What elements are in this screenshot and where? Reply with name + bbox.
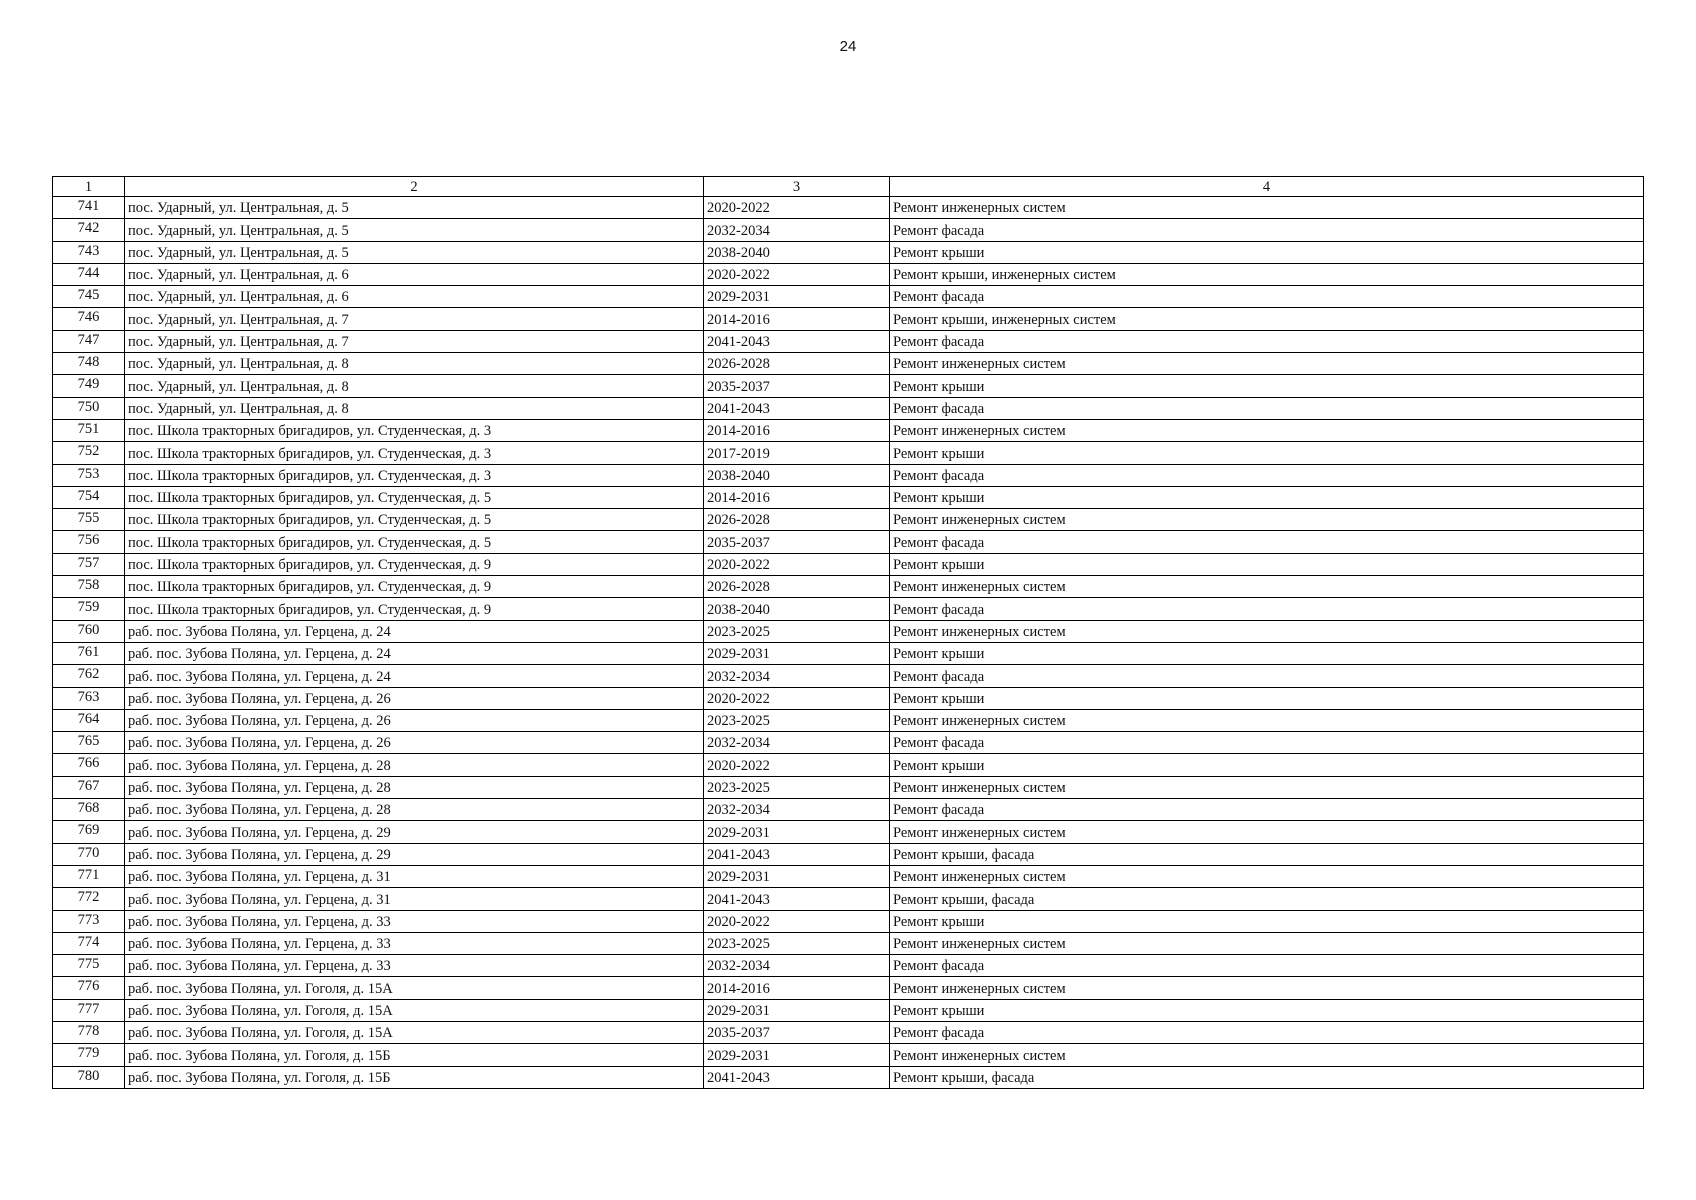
period-cell: 2020-2022 bbox=[704, 197, 890, 219]
column-header-2: 2 bbox=[125, 177, 704, 197]
row-number-cell: 750 bbox=[53, 397, 125, 419]
column-header-4: 4 bbox=[890, 177, 1644, 197]
row-number-cell: 772 bbox=[53, 888, 125, 910]
period-cell: 2023-2025 bbox=[704, 932, 890, 954]
address-cell: пос. Ударный, ул. Центральная, д. 7 bbox=[125, 308, 704, 330]
row-number-cell: 768 bbox=[53, 799, 125, 821]
table-row bbox=[53, 709, 1644, 731]
address-cell: раб. пос. Зубова Поляна, ул. Герцена, д. 26 bbox=[125, 687, 704, 709]
row-number-cell: 778 bbox=[53, 1021, 125, 1043]
table-row bbox=[53, 1021, 1644, 1043]
row-number-cell: 744 bbox=[53, 263, 125, 285]
address-cell: пос. Ударный, ул. Центральная, д. 8 bbox=[125, 353, 704, 375]
period-cell: 2038-2040 bbox=[704, 464, 890, 486]
address-cell: раб. пос. Зубова Поляна, ул. Герцена, д. 28 bbox=[125, 799, 704, 821]
address-cell: пос. Ударный, ул. Центральная, д. 6 bbox=[125, 263, 704, 285]
work-type-cell: Ремонт крыши bbox=[890, 375, 1644, 397]
address-cell: пос. Школа тракторных бригадиров, ул. Студенческая, д. 9 bbox=[125, 576, 704, 598]
table-row bbox=[53, 531, 1644, 553]
table-row bbox=[53, 442, 1644, 464]
period-cell: 2029-2031 bbox=[704, 821, 890, 843]
work-type-cell: Ремонт фасада bbox=[890, 531, 1644, 553]
row-number-cell: 762 bbox=[53, 665, 125, 687]
address-cell: пос. Ударный, ул. Центральная, д. 7 bbox=[125, 330, 704, 352]
address-cell: раб. пос. Зубова Поляна, ул. Герцена, д. 28 bbox=[125, 754, 704, 776]
work-type-cell: Ремонт крыши bbox=[890, 999, 1644, 1021]
address-cell: раб. пос. Зубова Поляна, ул. Герцена, д. 28 bbox=[125, 776, 704, 798]
page-number: 24 bbox=[839, 38, 857, 55]
period-cell: 2035-2037 bbox=[704, 531, 890, 553]
table-row bbox=[53, 219, 1644, 241]
address-cell: пос. Ударный, ул. Центральная, д. 8 bbox=[125, 397, 704, 419]
period-cell: 2014-2016 bbox=[704, 486, 890, 508]
work-type-cell: Ремонт инженерных систем bbox=[890, 977, 1644, 999]
row-number-cell: 760 bbox=[53, 620, 125, 642]
table-row bbox=[53, 843, 1644, 865]
work-type-cell: Ремонт фасада bbox=[890, 1021, 1644, 1043]
row-number-cell: 752 bbox=[53, 442, 125, 464]
address-cell: пос. Школа тракторных бригадиров, ул. Студенческая, д. 5 bbox=[125, 509, 704, 531]
table-row bbox=[53, 241, 1644, 263]
address-cell: пос. Школа тракторных бригадиров, ул. Студенческая, д. 9 bbox=[125, 553, 704, 575]
period-cell: 2032-2034 bbox=[704, 799, 890, 821]
row-number-cell: 777 bbox=[53, 999, 125, 1021]
work-type-cell: Ремонт фасада bbox=[890, 955, 1644, 977]
row-number-cell: 756 bbox=[53, 531, 125, 553]
work-type-cell: Ремонт крыши bbox=[890, 486, 1644, 508]
work-type-cell: Ремонт крыши bbox=[890, 910, 1644, 932]
period-cell: 2032-2034 bbox=[704, 955, 890, 977]
period-cell: 2032-2034 bbox=[704, 219, 890, 241]
address-cell: пос. Ударный, ул. Центральная, д. 5 bbox=[125, 197, 704, 219]
address-cell: раб. пос. Зубова Поляна, ул. Герцена, д. 24 bbox=[125, 642, 704, 664]
row-number-cell: 741 bbox=[53, 197, 125, 219]
address-cell: раб. пос. Зубова Поляна, ул. Герцена, д. 31 bbox=[125, 865, 704, 887]
address-cell: раб. пос. Зубова Поляна, ул. Герцена, д. 24 bbox=[125, 665, 704, 687]
address-cell: пос. Школа тракторных бригадиров, ул. Студенческая, д. 3 bbox=[125, 419, 704, 441]
period-cell: 2014-2016 bbox=[704, 977, 890, 999]
period-cell: 2038-2040 bbox=[704, 598, 890, 620]
address-cell: пос. Ударный, ул. Центральная, д. 8 bbox=[125, 375, 704, 397]
row-number-cell: 764 bbox=[53, 709, 125, 731]
address-cell: раб. пос. Зубова Поляна, ул. Герцена, д. 24 bbox=[125, 620, 704, 642]
row-number-cell: 775 bbox=[53, 955, 125, 977]
row-number-cell: 773 bbox=[53, 910, 125, 932]
period-cell: 2041-2043 bbox=[704, 843, 890, 865]
work-type-cell: Ремонт фасада bbox=[890, 665, 1644, 687]
period-cell: 2041-2043 bbox=[704, 888, 890, 910]
table-row bbox=[53, 308, 1644, 330]
table-row bbox=[53, 1066, 1644, 1088]
work-type-cell: Ремонт инженерных систем bbox=[890, 776, 1644, 798]
address-cell: раб. пос. Зубова Поляна, ул. Гоголя, д. 15А bbox=[125, 977, 704, 999]
address-cell: пос. Ударный, ул. Центральная, д. 5 bbox=[125, 219, 704, 241]
period-cell: 2041-2043 bbox=[704, 1066, 890, 1088]
table-row bbox=[53, 687, 1644, 709]
period-cell: 2035-2037 bbox=[704, 1021, 890, 1043]
period-cell: 2041-2043 bbox=[704, 397, 890, 419]
table-row bbox=[53, 486, 1644, 508]
address-cell: раб. пос. Зубова Поляна, ул. Герцена, д. 33 bbox=[125, 910, 704, 932]
work-type-cell: Ремонт крыши, инженерных систем bbox=[890, 308, 1644, 330]
address-cell: раб. пос. Зубова Поляна, ул. Герцена, д. 29 bbox=[125, 821, 704, 843]
table-row bbox=[53, 888, 1644, 910]
row-number-cell: 771 bbox=[53, 865, 125, 887]
address-cell: пос. Школа тракторных бригадиров, ул. Студенческая, д. 3 bbox=[125, 442, 704, 464]
period-cell: 2032-2034 bbox=[704, 665, 890, 687]
work-type-cell: Ремонт крыши bbox=[890, 754, 1644, 776]
table-row bbox=[53, 932, 1644, 954]
work-type-cell: Ремонт крыши bbox=[890, 553, 1644, 575]
work-type-cell: Ремонт крыши, фасада bbox=[890, 888, 1644, 910]
work-type-cell: Ремонт инженерных систем bbox=[890, 865, 1644, 887]
work-type-cell: Ремонт фасада bbox=[890, 464, 1644, 486]
column-header-1: 1 bbox=[53, 177, 125, 197]
address-cell: раб. пос. Зубова Поляна, ул. Герцена, д. 26 bbox=[125, 732, 704, 754]
column-header-3: 3 bbox=[704, 177, 890, 197]
address-cell: раб. пос. Зубова Поляна, ул. Гоголя, д. 15Б bbox=[125, 1066, 704, 1088]
repair-schedule-table bbox=[52, 176, 1644, 1089]
period-cell: 2032-2034 bbox=[704, 732, 890, 754]
row-number-cell: 743 bbox=[53, 241, 125, 263]
period-cell: 2041-2043 bbox=[704, 330, 890, 352]
address-cell: пос. Ударный, ул. Центральная, д. 6 bbox=[125, 286, 704, 308]
row-number-cell: 769 bbox=[53, 821, 125, 843]
address-cell: раб. пос. Зубова Поляна, ул. Герцена, д. 31 bbox=[125, 888, 704, 910]
work-type-cell: Ремонт фасада bbox=[890, 732, 1644, 754]
address-cell: пос. Школа тракторных бригадиров, ул. Студенческая, д. 5 bbox=[125, 531, 704, 553]
table-row bbox=[53, 598, 1644, 620]
table-row bbox=[53, 397, 1644, 419]
table-row bbox=[53, 910, 1644, 932]
address-cell: пос. Ударный, ул. Центральная, д. 5 bbox=[125, 241, 704, 263]
work-type-cell: Ремонт крыши, инженерных систем bbox=[890, 263, 1644, 285]
row-number-cell: 754 bbox=[53, 486, 125, 508]
row-number-cell: 759 bbox=[53, 598, 125, 620]
table-row bbox=[53, 620, 1644, 642]
period-cell: 2029-2031 bbox=[704, 642, 890, 664]
work-type-cell: Ремонт крыши bbox=[890, 442, 1644, 464]
period-cell: 2020-2022 bbox=[704, 263, 890, 285]
work-type-cell: Ремонт крыши bbox=[890, 241, 1644, 263]
table-row bbox=[53, 263, 1644, 285]
address-cell: пос. Школа тракторных бригадиров, ул. Студенческая, д. 5 bbox=[125, 486, 704, 508]
table-row bbox=[53, 197, 1644, 219]
row-number-cell: 748 bbox=[53, 353, 125, 375]
period-cell: 2038-2040 bbox=[704, 241, 890, 263]
row-number-cell: 742 bbox=[53, 219, 125, 241]
row-number-cell: 745 bbox=[53, 286, 125, 308]
table-row bbox=[53, 799, 1644, 821]
table-row bbox=[53, 776, 1644, 798]
row-number-cell: 766 bbox=[53, 754, 125, 776]
row-number-cell: 767 bbox=[53, 776, 125, 798]
row-number-cell: 774 bbox=[53, 932, 125, 954]
work-type-cell: Ремонт инженерных систем bbox=[890, 419, 1644, 441]
period-cell: 2020-2022 bbox=[704, 910, 890, 932]
table-row bbox=[53, 665, 1644, 687]
work-type-cell: Ремонт инженерных систем bbox=[890, 197, 1644, 219]
table-row bbox=[53, 419, 1644, 441]
table-row bbox=[53, 977, 1644, 999]
period-cell: 2029-2031 bbox=[704, 1044, 890, 1066]
period-cell: 2017-2019 bbox=[704, 442, 890, 464]
period-cell: 2026-2028 bbox=[704, 353, 890, 375]
table-row bbox=[53, 754, 1644, 776]
work-type-cell: Ремонт инженерных систем bbox=[890, 709, 1644, 731]
work-type-cell: Ремонт инженерных систем bbox=[890, 1044, 1644, 1066]
address-cell: раб. пос. Зубова Поляна, ул. Герцена, д. 33 bbox=[125, 932, 704, 954]
period-cell: 2020-2022 bbox=[704, 687, 890, 709]
work-type-cell: Ремонт инженерных систем bbox=[890, 932, 1644, 954]
row-number-cell: 770 bbox=[53, 843, 125, 865]
work-type-cell: Ремонт фасада bbox=[890, 286, 1644, 308]
period-cell: 2014-2016 bbox=[704, 308, 890, 330]
period-cell: 2023-2025 bbox=[704, 709, 890, 731]
table-row bbox=[53, 576, 1644, 598]
table-row bbox=[53, 955, 1644, 977]
table-row bbox=[53, 286, 1644, 308]
table-body bbox=[53, 197, 1644, 1089]
work-type-cell: Ремонт крыши bbox=[890, 642, 1644, 664]
work-type-cell: Ремонт крыши, фасада bbox=[890, 843, 1644, 865]
address-cell: раб. пос. Зубова Поляна, ул. Гоголя, д. 15Б bbox=[125, 1044, 704, 1066]
row-number-cell: 749 bbox=[53, 375, 125, 397]
address-cell: пос. Школа тракторных бригадиров, ул. Студенческая, д. 3 bbox=[125, 464, 704, 486]
work-type-cell: Ремонт фасада bbox=[890, 330, 1644, 352]
row-number-cell: 751 bbox=[53, 419, 125, 441]
header-row bbox=[53, 177, 1644, 197]
row-number-cell: 765 bbox=[53, 732, 125, 754]
period-cell: 2023-2025 bbox=[704, 620, 890, 642]
period-cell: 2026-2028 bbox=[704, 576, 890, 598]
work-type-cell: Ремонт крыши, фасада bbox=[890, 1066, 1644, 1088]
table-row bbox=[53, 865, 1644, 887]
period-cell: 2014-2016 bbox=[704, 419, 890, 441]
work-type-cell: Ремонт инженерных систем bbox=[890, 353, 1644, 375]
table-row bbox=[53, 375, 1644, 397]
work-type-cell: Ремонт фасада bbox=[890, 598, 1644, 620]
row-number-cell: 758 bbox=[53, 576, 125, 598]
table-row bbox=[53, 642, 1644, 664]
address-cell: раб. пос. Зубова Поляна, ул. Гоголя, д. 15А bbox=[125, 999, 704, 1021]
table-row bbox=[53, 509, 1644, 531]
row-number-cell: 747 bbox=[53, 330, 125, 352]
period-cell: 2020-2022 bbox=[704, 754, 890, 776]
address-cell: раб. пос. Зубова Поляна, ул. Герцена, д. 26 bbox=[125, 709, 704, 731]
address-cell: раб. пос. Зубова Поляна, ул. Герцена, д. 33 bbox=[125, 955, 704, 977]
period-cell: 2029-2031 bbox=[704, 286, 890, 308]
work-type-cell: Ремонт инженерных систем bbox=[890, 576, 1644, 598]
row-number-cell: 780 bbox=[53, 1066, 125, 1088]
row-number-cell: 776 bbox=[53, 977, 125, 999]
work-type-cell: Ремонт инженерных систем bbox=[890, 821, 1644, 843]
work-type-cell: Ремонт крыши bbox=[890, 687, 1644, 709]
work-type-cell: Ремонт инженерных систем bbox=[890, 620, 1644, 642]
table-row bbox=[53, 553, 1644, 575]
period-cell: 2026-2028 bbox=[704, 509, 890, 531]
row-number-cell: 761 bbox=[53, 642, 125, 664]
table-row bbox=[53, 999, 1644, 1021]
table-row bbox=[53, 330, 1644, 352]
address-cell: пос. Школа тракторных бригадиров, ул. Студенческая, д. 9 bbox=[125, 598, 704, 620]
work-type-cell: Ремонт фасада bbox=[890, 397, 1644, 419]
row-number-cell: 755 bbox=[53, 509, 125, 531]
table-row bbox=[53, 732, 1644, 754]
table-row bbox=[53, 1044, 1644, 1066]
period-cell: 2029-2031 bbox=[704, 865, 890, 887]
address-cell: раб. пос. Зубова Поляна, ул. Гоголя, д. 15А bbox=[125, 1021, 704, 1043]
period-cell: 2029-2031 bbox=[704, 999, 890, 1021]
period-cell: 2035-2037 bbox=[704, 375, 890, 397]
table-row bbox=[53, 821, 1644, 843]
work-type-cell: Ремонт фасада bbox=[890, 219, 1644, 241]
period-cell: 2020-2022 bbox=[704, 553, 890, 575]
work-type-cell: Ремонт фасада bbox=[890, 799, 1644, 821]
row-number-cell: 757 bbox=[53, 553, 125, 575]
work-type-cell: Ремонт инженерных систем bbox=[890, 509, 1644, 531]
table-row bbox=[53, 464, 1644, 486]
row-number-cell: 753 bbox=[53, 464, 125, 486]
row-number-cell: 779 bbox=[53, 1044, 125, 1066]
address-cell: раб. пос. Зубова Поляна, ул. Герцена, д. 29 bbox=[125, 843, 704, 865]
period-cell: 2023-2025 bbox=[704, 776, 890, 798]
row-number-cell: 763 bbox=[53, 687, 125, 709]
row-number-cell: 746 bbox=[53, 308, 125, 330]
table-row bbox=[53, 353, 1644, 375]
